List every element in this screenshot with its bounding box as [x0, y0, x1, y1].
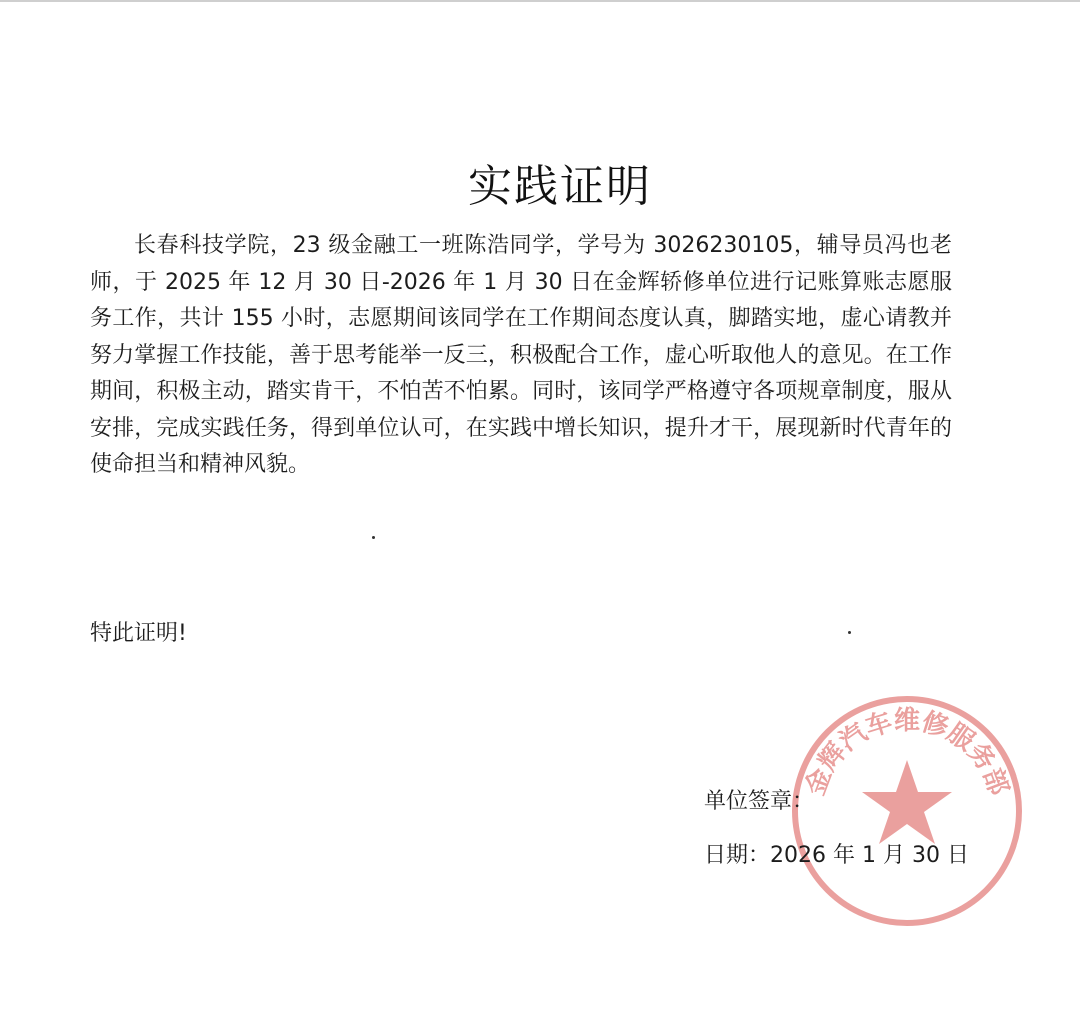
official-seal-stamp	[784, 688, 1030, 934]
speck-mark	[848, 631, 851, 634]
page-top-edge	[0, 0, 1080, 2]
seal-text: 金辉汽车维修服务部	[800, 705, 1014, 800]
speck-mark	[372, 536, 375, 539]
closing-statement: 特此证明!	[90, 621, 187, 646]
document-title: 实践证明	[468, 161, 652, 212]
certificate-body: 长春科技学院，23 级金融工一班陈浩同学，学号为 3026230105，辅导员冯也老师，于 2025 年 12 月 30 日-2026 年 1 月 30 日在金辉轿修单位进行记账算账志愿服务工作，共计 155 小时，志愿期间该同学在工作期间态度认真，脚踏实地，虚心请教并努力掌握工作技能，善于思考能举一反三，积极配合工作，虚心听取他人的意见。在工作期间，积极主动，踏实肯干，不怕苦不怕累。同时，该同学严格遵守各项规章制度，服从安排，完成实践任务，得到单位认可，在实践中增长知识，提升才干，展现新时代青年的使命担当和精神风貌。	[90, 233, 952, 477]
seal-star-icon	[862, 760, 952, 844]
signature-label: 单位签章：	[704, 789, 815, 814]
date-line: 日期：2026 年 1 月 30 日	[704, 843, 969, 868]
